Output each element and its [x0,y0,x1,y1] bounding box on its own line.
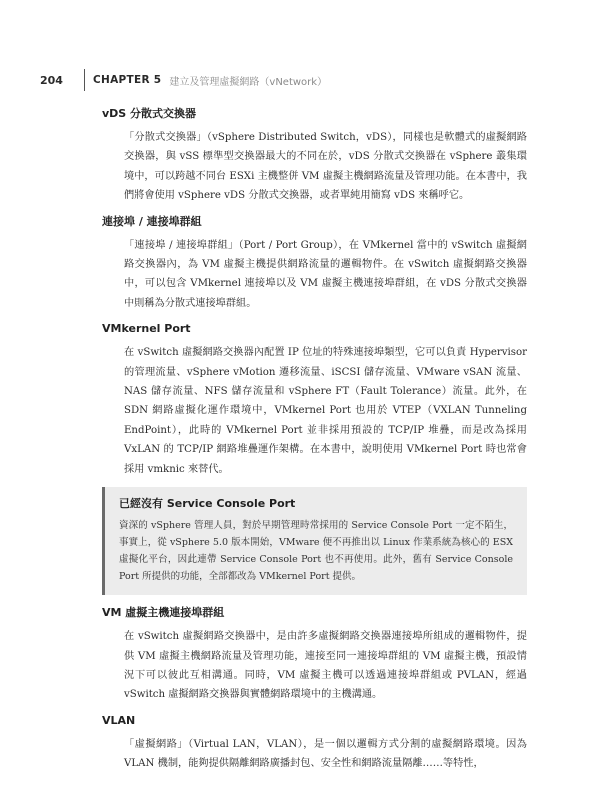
section-heading: VLAN [102,713,136,727]
page-number: 204 [40,73,63,87]
section-vlan [102,713,527,774]
section-heading: vDS 分散式交換器 [102,107,197,120]
section-vm-port-group [102,605,527,705]
section-heading: VMkernel Port [102,322,191,336]
page-header [40,72,327,88]
section-heading: VM 虛擬主機連接埠群組 [102,606,225,620]
section-paragraph: 「連接埠 / 連接埠群組」（Port / Port Group），在 VMkernel 當中的 vSwitch 虛擬網路交換器內，為 VM 虛擬主機提供網路流量的邏輯物件。在 vSwitch 虛擬網路交換器中，可以包含 VMkernel 連接埠以及 VM 虛擬主機連接埠群組，在 vDS 分散式交換器中則稱為分散式連接埠群組。 [124,239,527,309]
chapter-label: CHAPTER 5 [93,74,162,86]
section-vmkernel-port [102,321,527,479]
section-paragraph: 「分散式交換器」（vSphere Distributed Switch，vDS），同樣也是軟體式的虛擬網路交換器，與 vSS 標準型交換器最大的不同在於，vDS 分散式交換器在 vSphere 叢集環境中，可以跨越不同台 ESXi 主機整併 VM 虛擬主機網路流量及管理功能。在本書中，我們將會使用 vSphere vDS 分散式交換器，或者單純用簡寫 vDS 來稱呼它。 [124,132,527,202]
section-heading: 連接埠 / 連接埠群組 [102,214,202,228]
note-callout [102,487,527,595]
section-paragraph: 「虛擬網路」（Virtual LAN，VLAN），是一個以邏輯方式分割的虛擬網路環境。因為 VLAN 機制，能夠提供隔離網路廣播封包、安全性和網路流量隔離……等特性， [124,738,527,770]
section-port-group [102,214,527,314]
header-divider [84,69,85,91]
section-vds [102,106,527,206]
callout-title: 已經沒有 Service Console Port [119,497,296,511]
section-paragraph: 在 vSwitch 虛擬網路交換器中，是由許多虛擬網路交換器連接埠所組成的邏輯物件，提供 VM 虛擬主機網路流量及管理功能，連接至同一連接埠群組的 VM 虛擬主機，預設情況下可以彼此互相溝通。同時，VM 虛擬主機可以透過連接埠群組或 PVLAN，經過 vSwitch 虛擬網路交換器與實體網路環境中的主機溝通。 [124,631,527,701]
chapter-title: 建立及管理虛擬網路（vNetwork） [169,76,328,88]
section-paragraph: 在 vSwitch 虛擬網路交換器內配置 IP 位址的特殊連接埠類型，它可以負責 Hypervisor 的管理流量、vSphere vMotion 遷移流量、iSCSI 儲存流量、VMware vSAN 流量、NAS 儲存流量、NFS 儲存流量和 vSphere FT（Fault Tolerance）流量。此外，在 SDN 網路虛擬化運作環境中，VMkernel Port 也用於 VTEP（VXLAN Tunneling EndPoint），此時的 VMkernel Port 並非採用預設的 TCP/IP 堆疊，而是改為採用 VxLAN 的 TCP/IP 網路堆疊運作架構。在本書中，說明使用 VMkernel Port 時也常會採用 vmknic 來替代。 [124,347,527,475]
callout-text: 資深的 vSphere 管理人員，對於早期管理時常採用的 Service Console Port 一定不陌生，事實上，從 vSphere 5.0 版本開始，VMware 便不再推出以 Linux 作業系統為核心的 ESX 虛擬化平台，因此連帶 Service Console Port 也不再使用。此外，舊有 Service Console Port 所提供的功能，全部都改為 VMkernel Port 提供。 [119,520,513,583]
page-content [102,106,527,782]
